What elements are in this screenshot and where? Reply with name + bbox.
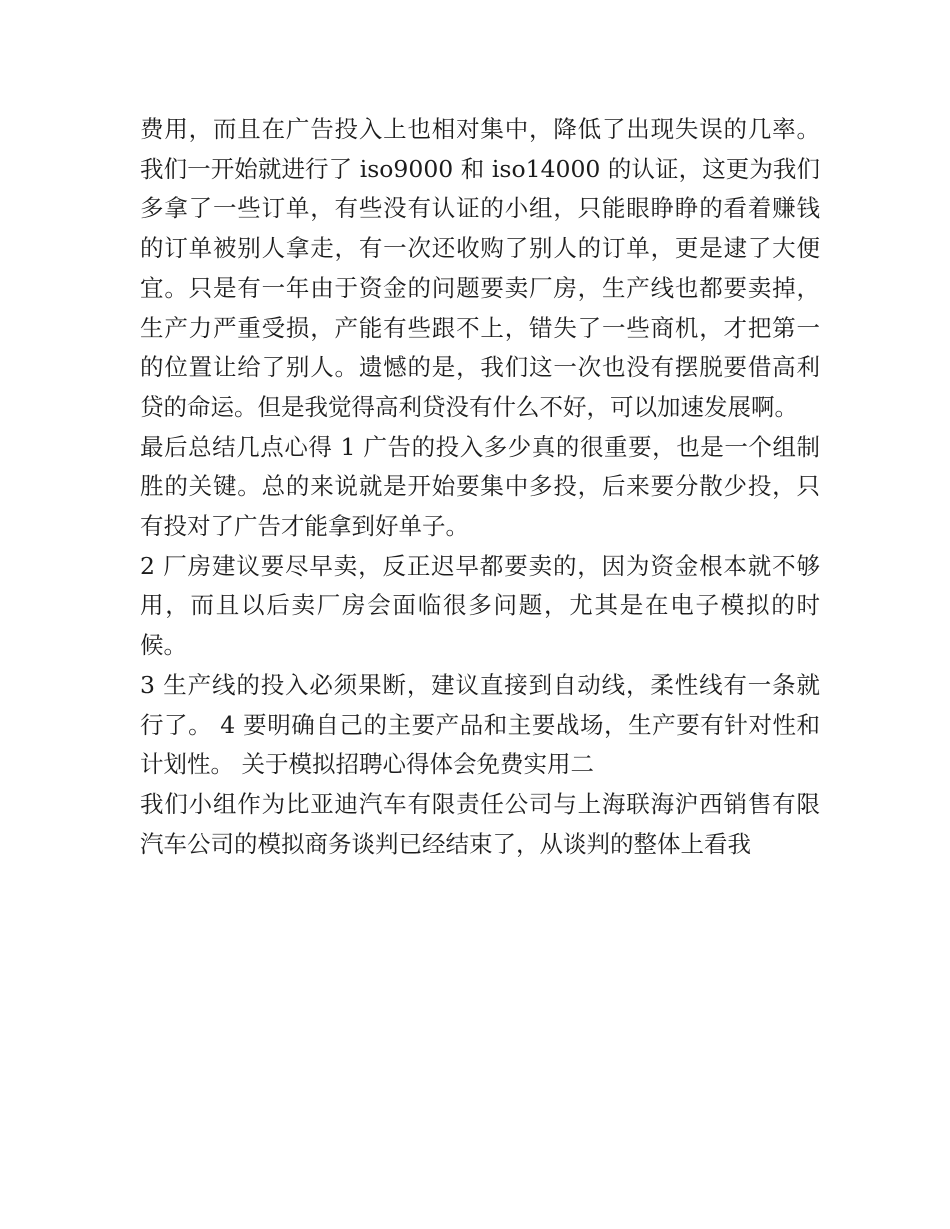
document-body — [140, 110, 820, 864]
paragraph-continuation: 费用，而且在广告投入上也相对集中，降低了出现失误的几率。我们一开始就进行了 iso9000 和 iso14000 的认证，这更为我们多拿了一些订单，有些没有认证的小组，只能眼睁睁的看着赚钱的订单被别人拿走，有一次还收购了别人的订单，更是逮了大便宜。只是有一年由于资金的问题要卖厂房，生产线也都要卖掉，生产力严重受损，产能有些跟不上，错失了一些商机，才把第一的位置让给了别人。遗憾的是，我们这一次也没有摆脱要借高利贷的命运。但是我觉得高利贷没有什么不好，可以加速发展啊。 — [140, 115, 820, 421]
paragraph-summary-point-2: 2 厂房建议要尽早卖，反正迟早都要卖的，因为资金根本就不够用，而且以后卖厂房会面临很多问题，尤其是在电子模拟的时候。 — [140, 551, 820, 660]
paragraph-negotiation-intro: 我们小组作为比亚迪汽车有限责任公司与上海联海沪西销售有限汽车公司的模拟商务谈判已经结束了，从谈判的整体上看我 — [140, 789, 820, 858]
paragraph-summary-point-1: 最后总结几点心得 1 广告的投入多少真的很重要，也是一个组制胜的关键。总的来说就是开始要集中多投，后来要分散少投，只有投对了广告才能拿到好单子。 — [140, 432, 820, 541]
paragraph-summary-point-3-4: 3 生产线的投入必须果断，建议直接到自动线，柔性线有一条就行了。 4 要明确自己的主要产品和主要战场，生产要有针对性和计划性。 关于模拟招聘心得体会免费实用二 — [140, 670, 820, 779]
